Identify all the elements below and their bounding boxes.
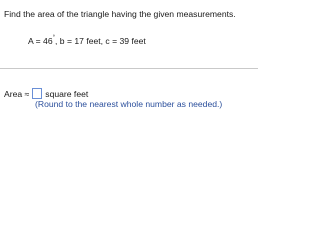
degree-symbol: ° [52, 35, 56, 41]
section-divider [0, 68, 258, 69]
area-unit: square feet [45, 88, 89, 99]
answer-row [4, 88, 88, 99]
area-label: Area ≈ [4, 88, 30, 99]
question-prompt: Find the area of the triangle having the given measurements. [4, 9, 236, 19]
area-answer-input[interactable] [32, 88, 42, 99]
sides-text: , b = 17 feet, c = 39 feet [55, 36, 146, 46]
rounding-hint: (Round to the nearest whole number as needed.) [35, 99, 223, 109]
given-measurements [28, 36, 146, 46]
angle-a-text: A = 46 [28, 36, 53, 46]
